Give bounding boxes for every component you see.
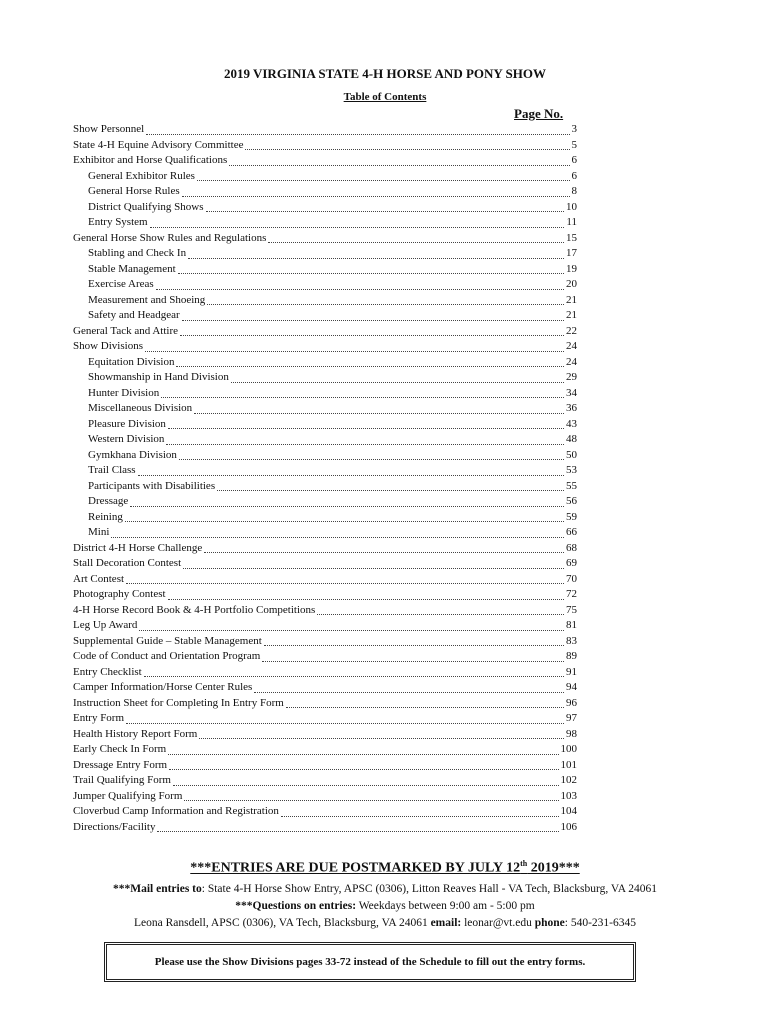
toc-entry-label: Camper Information/Horse Center Rules bbox=[73, 681, 253, 693]
toc-dot-leader bbox=[156, 288, 564, 290]
toc-entry-label: General Horse Show Rules and Regulations bbox=[73, 231, 267, 244]
toc-entry-page: 68 bbox=[566, 541, 577, 554]
toc-entry bbox=[73, 308, 577, 324]
toc-entry-page: 29 bbox=[566, 371, 577, 383]
due-text: ***ENTRIES ARE DUE POSTMARKED BY JULY 12 bbox=[190, 860, 521, 876]
toc-dot-leader bbox=[207, 303, 564, 305]
toc-entry bbox=[73, 758, 577, 774]
table-of-contents bbox=[73, 122, 577, 835]
toc-dot-leader bbox=[281, 815, 559, 817]
toc-entry bbox=[73, 138, 577, 154]
toc-entry bbox=[73, 479, 577, 495]
phone-value: : 540-231-6345 bbox=[564, 917, 637, 929]
toc-entry-label: Equitation Division bbox=[88, 355, 175, 368]
toc-entry-label: Trail Class bbox=[88, 464, 136, 476]
toc-entry-label: Mini bbox=[88, 526, 110, 538]
toc-dot-leader bbox=[268, 241, 564, 243]
mail-entries-line bbox=[0, 883, 770, 895]
toc-entry-label: Stable Management bbox=[88, 262, 176, 275]
toc-entry-page: 36 bbox=[566, 402, 577, 414]
toc-entry bbox=[73, 262, 577, 278]
toc-entry bbox=[73, 432, 577, 448]
toc-entry bbox=[73, 184, 577, 200]
toc-entry-label: Pleasure Division bbox=[88, 417, 166, 430]
toc-entry-label: Exhibitor and Horse Qualifications bbox=[73, 154, 228, 166]
toc-dot-leader bbox=[169, 768, 558, 770]
toc-entry bbox=[73, 649, 577, 665]
toc-entry-label: Code of Conduct and Orientation Program bbox=[73, 650, 261, 662]
toc-entry bbox=[73, 417, 577, 433]
toc-entry-label: Jumper Qualifying Form bbox=[73, 789, 183, 802]
toc-entry-label: Stall Decoration Contest bbox=[73, 557, 182, 569]
toc-heading: Table of Contents bbox=[343, 91, 427, 103]
toc-dot-leader bbox=[179, 458, 564, 460]
toc-entry-page: 104 bbox=[560, 805, 577, 817]
toc-entry bbox=[73, 665, 577, 681]
toc-entry-label: Stabling and Check In bbox=[88, 247, 187, 259]
toc-entry-page: 96 bbox=[566, 696, 577, 709]
entries-due-notice bbox=[0, 859, 770, 877]
toc-entry bbox=[73, 200, 577, 216]
questions-label: ***Questions on entries: bbox=[235, 900, 357, 912]
toc-entry-label: Safety and Headgear bbox=[88, 309, 180, 321]
toc-entry bbox=[73, 370, 577, 386]
toc-dot-leader bbox=[245, 148, 569, 150]
toc-dot-leader bbox=[262, 660, 564, 662]
toc-entry-label: Miscellaneous Division bbox=[88, 402, 193, 414]
toc-dot-leader bbox=[204, 551, 564, 553]
toc-entry bbox=[73, 494, 577, 510]
toc-dot-leader bbox=[178, 272, 564, 274]
toc-dot-leader bbox=[217, 489, 564, 491]
toc-dot-leader bbox=[139, 629, 564, 631]
toc-entry-page: 66 bbox=[566, 526, 577, 538]
toc-entry-label: Western Division bbox=[88, 433, 165, 445]
toc-dot-leader bbox=[145, 350, 564, 352]
mail-label: ***Mail entries to bbox=[112, 883, 202, 895]
toc-entry bbox=[73, 153, 577, 169]
notice-text: Please use the Show Divisions pages 33-72 instead of the Schedule to fill out the entry forms. bbox=[154, 956, 586, 968]
phone-label: phone bbox=[534, 917, 565, 929]
toc-entry-label: Gymkhana Division bbox=[88, 448, 177, 461]
toc-entry-page: 17 bbox=[566, 247, 577, 259]
toc-dot-leader bbox=[229, 164, 569, 166]
toc-dot-leader bbox=[168, 427, 564, 429]
questions-line bbox=[0, 900, 770, 912]
toc-entry-label: 4-H Horse Record Book & 4-H Portfolio Competitions bbox=[73, 603, 316, 616]
toc-entry bbox=[73, 556, 577, 572]
contact-address: Leona Ransdell, APSC (0306), VA Tech, Blacksburg, VA 24061 bbox=[133, 917, 431, 929]
toc-entry-page: 10 bbox=[566, 200, 577, 213]
toc-entry-label: Dressage Entry Form bbox=[73, 758, 168, 771]
toc-entry bbox=[73, 448, 577, 464]
toc-entry bbox=[73, 742, 577, 758]
toc-dot-leader bbox=[161, 396, 564, 398]
toc-dot-leader bbox=[194, 412, 564, 414]
toc-entry-label: General Tack and Attire bbox=[73, 324, 179, 337]
toc-entry-page: 59 bbox=[566, 510, 577, 523]
contact-line bbox=[0, 917, 770, 929]
document-title: 2019 VIRGINIA STATE 4-H HORSE AND PONY SHOW bbox=[223, 66, 547, 81]
toc-entry-page: 91 bbox=[566, 665, 577, 678]
toc-entry bbox=[73, 727, 577, 743]
toc-entry-page: 101 bbox=[560, 758, 577, 771]
toc-dot-leader bbox=[286, 706, 564, 708]
toc-entry-page: 11 bbox=[566, 216, 577, 228]
toc-entry bbox=[73, 804, 577, 820]
email-value: leonar@vt.edu bbox=[461, 917, 535, 929]
toc-entry-page: 19 bbox=[566, 262, 577, 275]
toc-entry-label: Show Divisions bbox=[73, 340, 143, 352]
toc-entry-label: Art Contest bbox=[73, 572, 125, 585]
toc-dot-leader bbox=[206, 210, 565, 212]
toc-entry bbox=[73, 122, 577, 138]
toc-entry-page: 15 bbox=[566, 231, 577, 244]
toc-dot-leader bbox=[168, 753, 558, 755]
toc-entry bbox=[73, 820, 577, 836]
toc-entry-page: 72 bbox=[566, 588, 577, 600]
toc-entry-label: Entry System bbox=[88, 216, 148, 228]
toc-entry-label: Hunter Division bbox=[88, 386, 160, 399]
toc-entry bbox=[73, 525, 577, 541]
toc-entry-page: 75 bbox=[566, 603, 577, 616]
toc-entry-page: 106 bbox=[560, 820, 577, 833]
toc-entry-label: Health History Report Form bbox=[73, 727, 198, 740]
toc-entry-label: Early Check In Form bbox=[73, 743, 167, 755]
toc-dot-leader bbox=[168, 598, 564, 600]
toc-entry-label: Supplemental Guide – Stable Management bbox=[73, 634, 262, 647]
toc-entry-page: 97 bbox=[566, 712, 577, 724]
toc-entry-page: 24 bbox=[566, 355, 577, 368]
toc-entry-page: 43 bbox=[566, 417, 577, 430]
toc-entry-page: 83 bbox=[566, 634, 577, 647]
toc-entry bbox=[73, 324, 577, 340]
toc-entry bbox=[73, 603, 577, 619]
toc-entry-page: 50 bbox=[566, 448, 577, 461]
toc-entry-page: 6 bbox=[571, 169, 577, 182]
email-label: email: bbox=[430, 917, 462, 929]
toc-entry-label: District 4-H Horse Challenge bbox=[73, 541, 203, 554]
toc-entry-label: Entry Form bbox=[73, 712, 125, 724]
toc-entry-label: Measurement and Shoeing bbox=[88, 293, 206, 306]
toc-entry bbox=[73, 246, 577, 262]
due-superscript: th bbox=[520, 859, 528, 868]
toc-dot-leader bbox=[199, 737, 564, 739]
toc-entry-label: Dressage bbox=[88, 495, 129, 507]
toc-entry bbox=[73, 277, 577, 293]
toc-entry-label: General Exhibitor Rules bbox=[88, 169, 195, 182]
toc-entry-label: Instruction Sheet for Completing In Entry Form bbox=[73, 696, 284, 709]
toc-entry-label: Exercise Areas bbox=[88, 278, 154, 290]
toc-dot-leader bbox=[182, 195, 570, 197]
toc-dot-leader bbox=[130, 505, 564, 507]
toc-dot-leader bbox=[146, 133, 569, 135]
toc-entry bbox=[73, 215, 577, 231]
toc-entry-page: 53 bbox=[566, 464, 577, 476]
toc-entry-page: 5 bbox=[571, 138, 577, 151]
toc-entry bbox=[73, 231, 577, 247]
toc-entry-label: Reining bbox=[88, 510, 123, 523]
toc-entry bbox=[73, 510, 577, 526]
toc-entry-page: 98 bbox=[566, 727, 577, 740]
toc-entry bbox=[73, 293, 577, 309]
toc-entry-page: 6 bbox=[571, 154, 577, 166]
toc-entry-page: 20 bbox=[566, 278, 577, 290]
toc-entry-page: 102 bbox=[560, 774, 577, 786]
toc-entry-page: 100 bbox=[560, 743, 577, 755]
toc-entry-label: Show Personnel bbox=[73, 123, 145, 135]
toc-entry bbox=[73, 680, 577, 696]
toc-entry bbox=[73, 773, 577, 789]
toc-entry-page: 56 bbox=[566, 495, 577, 507]
toc-entry bbox=[73, 618, 577, 634]
toc-dot-leader bbox=[264, 644, 564, 646]
toc-entry-page: 103 bbox=[560, 789, 577, 802]
toc-entry-label: Directions/Facility bbox=[73, 820, 156, 833]
toc-entry bbox=[73, 711, 577, 727]
toc-dot-leader bbox=[111, 536, 564, 538]
toc-entry-page: 34 bbox=[566, 386, 577, 399]
toc-entry-page: 3 bbox=[571, 123, 577, 135]
toc-entry-label: Photography Contest bbox=[73, 588, 166, 600]
toc-dot-leader bbox=[183, 567, 564, 569]
toc-entry-page: 8 bbox=[571, 185, 577, 197]
toc-entry-label: General Horse Rules bbox=[88, 185, 180, 197]
toc-entry-page: 69 bbox=[566, 557, 577, 569]
toc-entry-label: Cloverbud Camp Information and Registration bbox=[73, 805, 279, 817]
toc-entry-label: State 4-H Equine Advisory Committee bbox=[73, 138, 244, 151]
toc-dot-leader bbox=[126, 582, 564, 584]
toc-dot-leader bbox=[125, 520, 564, 522]
toc-dot-leader bbox=[254, 691, 564, 693]
toc-entry-page: 22 bbox=[566, 324, 577, 337]
mail-address: : State 4-H Horse Show Entry, APSC (0306), Litton Reaves Hall - VA Tech, Blacksburg, VA 24061 bbox=[201, 883, 658, 895]
questions-hours: Weekdays between 9:00 am - 5:00 pm bbox=[356, 900, 535, 912]
toc-entry-label: Leg Up Award bbox=[73, 619, 138, 631]
toc-entry bbox=[73, 696, 577, 712]
toc-entry-page: 81 bbox=[566, 619, 577, 631]
toc-entry bbox=[73, 386, 577, 402]
toc-entry-label: Participants with Disabilities bbox=[88, 479, 216, 492]
toc-dot-leader bbox=[126, 722, 564, 724]
toc-entry-label: Entry Checklist bbox=[73, 665, 142, 678]
toc-entry-page: 21 bbox=[566, 309, 577, 321]
toc-dot-leader bbox=[138, 474, 564, 476]
toc-entry-page: 24 bbox=[566, 340, 577, 352]
toc-dot-leader bbox=[231, 381, 564, 383]
toc-entry bbox=[73, 401, 577, 417]
toc-entry bbox=[73, 587, 577, 603]
toc-dot-leader bbox=[184, 799, 558, 801]
toc-dot-leader bbox=[182, 319, 564, 321]
toc-dot-leader bbox=[188, 257, 564, 259]
toc-entry-page: 55 bbox=[566, 479, 577, 492]
toc-entry bbox=[73, 789, 577, 805]
toc-entry bbox=[73, 339, 577, 355]
toc-entry-label: District Qualifying Shows bbox=[88, 200, 204, 213]
toc-dot-leader bbox=[144, 675, 564, 677]
toc-entry-page: 21 bbox=[566, 293, 577, 306]
toc-entry-label: Showmanship in Hand Division bbox=[88, 371, 229, 383]
toc-dot-leader bbox=[173, 784, 559, 786]
toc-entry bbox=[73, 463, 577, 479]
toc-dot-leader bbox=[166, 443, 564, 445]
entry-form-notice-box bbox=[104, 942, 636, 982]
toc-dot-leader bbox=[150, 226, 565, 228]
toc-entry-page: 89 bbox=[566, 650, 577, 662]
toc-entry bbox=[73, 541, 577, 557]
due-year: 2019*** bbox=[527, 860, 580, 876]
toc-entry-page: 94 bbox=[566, 681, 577, 693]
toc-dot-leader bbox=[197, 179, 570, 181]
toc-dot-leader bbox=[317, 613, 564, 615]
toc-dot-leader bbox=[157, 830, 558, 832]
toc-entry bbox=[73, 355, 577, 371]
toc-dot-leader bbox=[180, 334, 564, 336]
toc-entry-label: Trail Qualifying Form bbox=[73, 774, 171, 786]
toc-entry bbox=[73, 169, 577, 185]
toc-dot-leader bbox=[176, 365, 564, 367]
toc-entry bbox=[73, 634, 577, 650]
toc-entry-page: 48 bbox=[566, 433, 577, 445]
toc-entry-page: 70 bbox=[566, 572, 577, 585]
toc-entry bbox=[73, 572, 577, 588]
page-number-column-header: Page No. bbox=[514, 106, 564, 121]
